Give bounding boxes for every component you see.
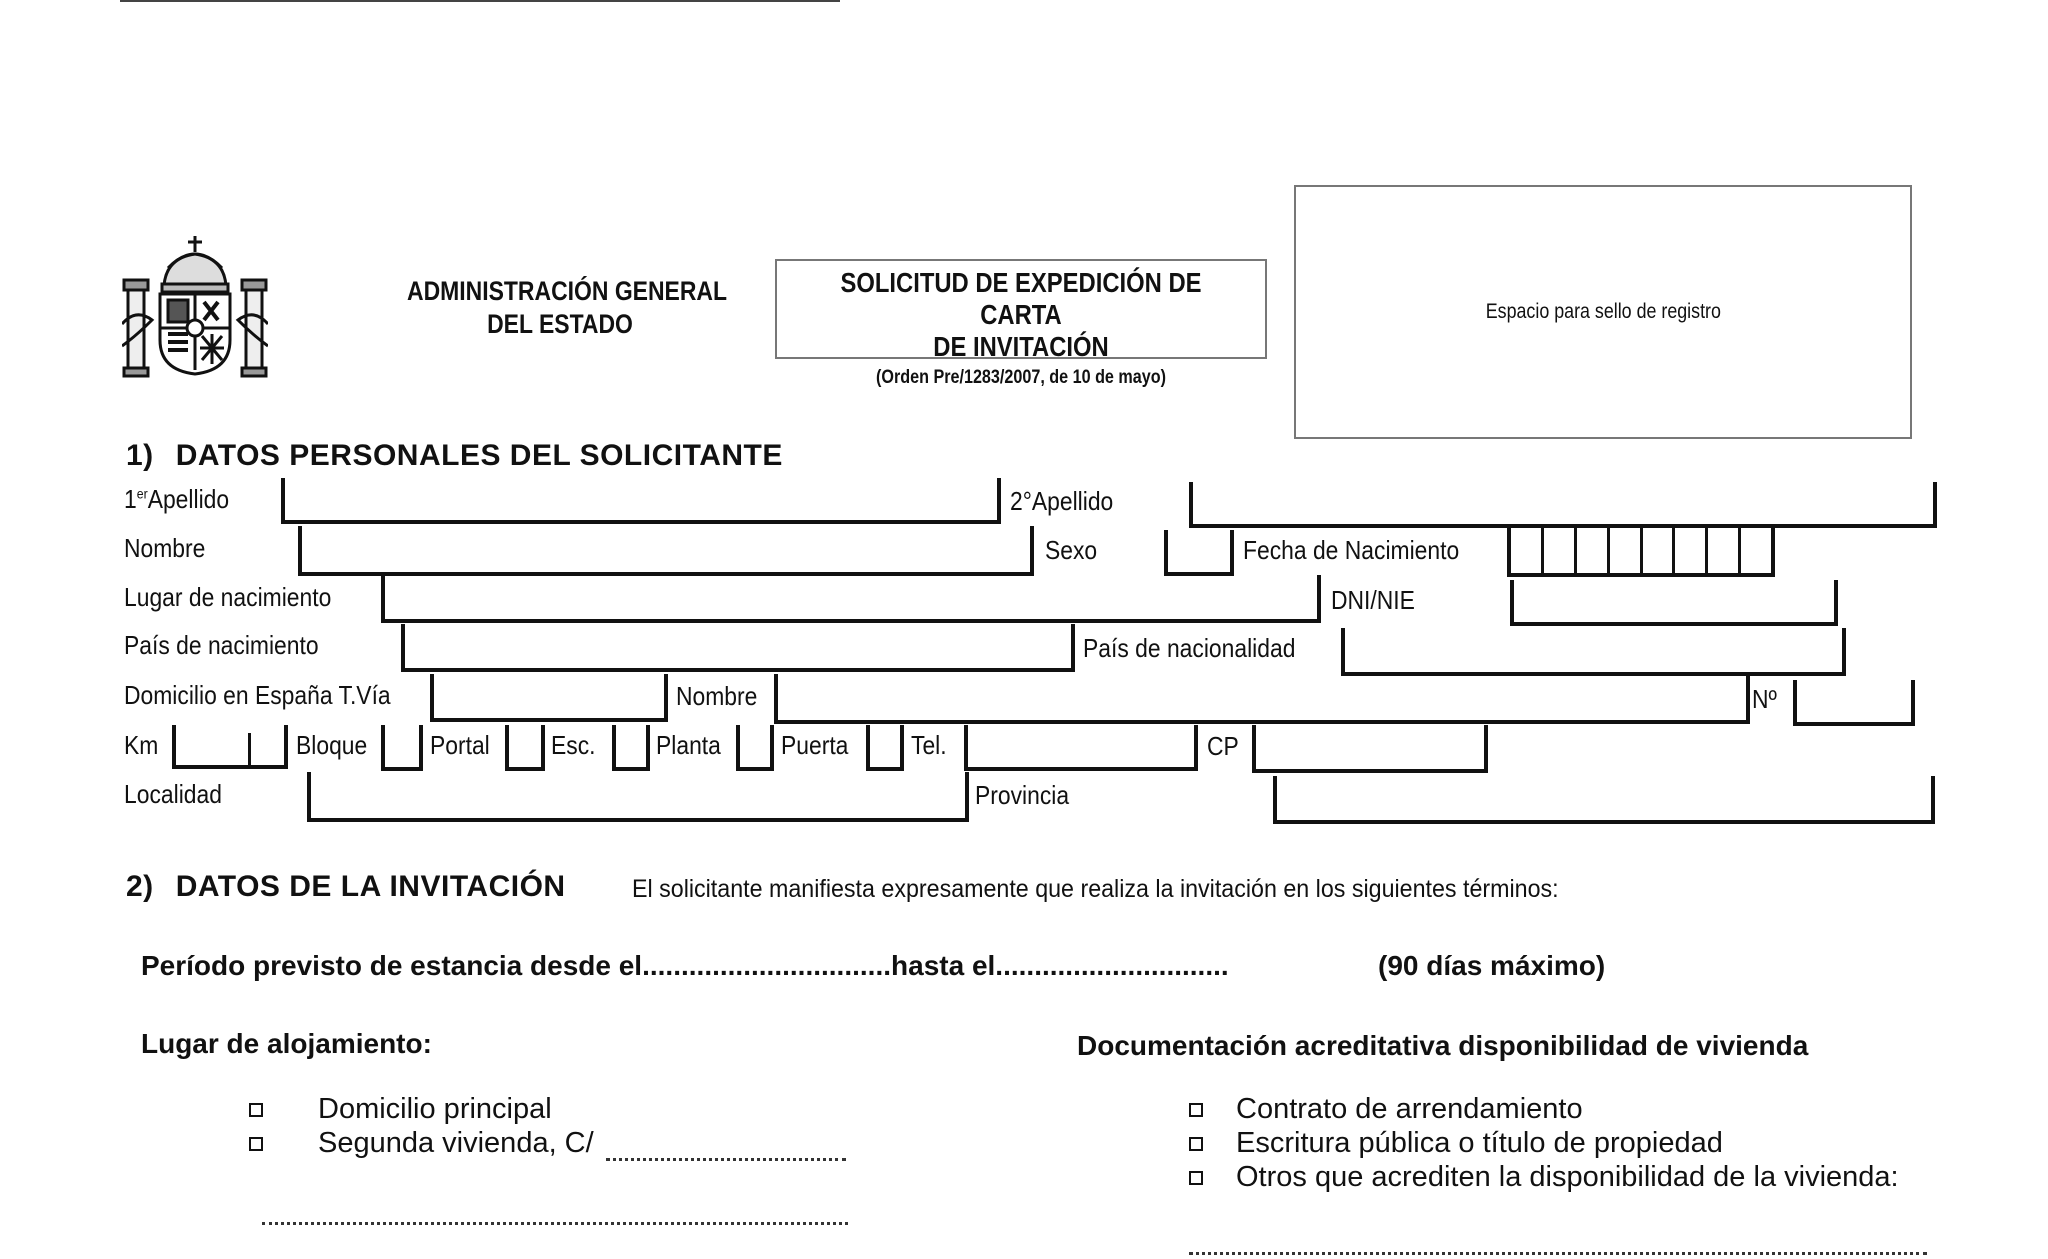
puerta-field[interactable] (866, 725, 904, 771)
second-home-address-field[interactable] (606, 1158, 846, 1161)
km-label: Km (124, 730, 159, 760)
section1-number: 1) (126, 439, 154, 472)
bloque-label: Bloque (296, 730, 368, 760)
lodging-option-label: Segunda vivienda, C/ (318, 1127, 594, 1159)
admin-line1: ADMINISTRACIÓN GENERAL (407, 276, 728, 306)
pais-nacimiento-label: País de nacimiento (124, 630, 319, 660)
top-rule (120, 0, 840, 2)
lodging-option-checkbox[interactable] (249, 1103, 263, 1117)
second-home-address-continuation-field[interactable] (262, 1222, 848, 1225)
form-title-subtitle: (Orden Pre/1283/2007, de 10 de mayo) (876, 367, 1166, 388)
housing-option-checkbox[interactable] (1189, 1103, 1203, 1117)
admin-line2: DEL ESTADO (487, 309, 633, 339)
km-field[interactable] (172, 725, 288, 769)
nombre-label: Nombre (124, 533, 206, 563)
nombre-field[interactable] (298, 526, 1034, 576)
sexo-field[interactable] (1164, 530, 1234, 576)
period-line (141, 950, 1229, 982)
apellido1-field[interactable] (281, 478, 1001, 524)
bloque-field[interactable] (381, 725, 423, 771)
housing-option-label: Escritura pública o título de propiedad (1236, 1127, 1723, 1159)
numero-field[interactable] (1793, 680, 1915, 726)
housing-option-checkbox[interactable] (1189, 1137, 1203, 1151)
section2-title: DATOS DE LA INVITACIÓN (175, 870, 566, 903)
lodging-option-label: Domicilio principal (318, 1093, 552, 1125)
fecha-nacimiento-field[interactable] (1507, 526, 1775, 577)
period-label: Período previsto de estancia desde el (141, 950, 643, 981)
esc-label: Esc. (551, 730, 596, 760)
lodging-option-checkbox[interactable] (249, 1137, 263, 1151)
tel-label: Tel. (911, 730, 947, 760)
pais-nacimiento-field[interactable] (401, 624, 1075, 672)
puerta-label: Puerta (781, 730, 849, 760)
esc-field[interactable] (612, 725, 650, 771)
numero-label: Nº (1752, 684, 1777, 714)
pais-nacionalidad-label: País de nacionalidad (1083, 633, 1296, 663)
localidad-label: Localidad (124, 779, 222, 809)
apellido2-label: 2°Apellido (1010, 486, 1114, 516)
planta-field[interactable] (736, 725, 774, 771)
section2-intro: El solicitante manifiesta expresamente que realiza la invitación en los siguientes términos: (632, 875, 1559, 903)
lugar-nacimiento-field[interactable] (381, 575, 1321, 623)
section1-heading (126, 439, 783, 473)
section1-title: DATOS PERSONALES DEL SOLICITANTE (175, 439, 783, 472)
nombre-via-field[interactable] (774, 674, 1750, 724)
period-until-label: hasta el (891, 950, 996, 981)
dni-nie-field[interactable] (1510, 580, 1838, 626)
fecha-nacimiento-label: Fecha de Nacimiento (1243, 535, 1460, 565)
cp-label: CP (1207, 731, 1239, 761)
section2-number: 2) (126, 870, 154, 903)
housing-title: Documentación acreditativa disponibilidad de vivienda (1077, 1030, 1809, 1061)
provincia-label: Provincia (975, 780, 1070, 810)
planta-label: Planta (656, 730, 721, 760)
form-title-line1: SOLICITUD DE EXPEDICIÓN DE CARTA (840, 267, 1202, 330)
apellido2-field[interactable] (1189, 482, 1937, 528)
sexo-label: Sexo (1045, 535, 1098, 565)
housing-other-field[interactable] (1189, 1252, 1927, 1255)
localidad-field[interactable] (307, 772, 969, 822)
pais-nacionalidad-field[interactable] (1341, 628, 1846, 676)
section2-heading (126, 870, 566, 904)
provincia-field[interactable] (1273, 776, 1935, 824)
period-from-field[interactable]: ................................ (642, 950, 892, 981)
period-until-field[interactable]: .............................. (995, 950, 1229, 981)
tipo-via-field[interactable] (430, 674, 668, 722)
housing-option-label: Contrato de arrendamiento (1236, 1093, 1583, 1125)
form-title-box (775, 259, 1267, 388)
portal-label: Portal (430, 730, 490, 760)
housing-option-checkbox[interactable] (1189, 1171, 1203, 1185)
registry-stamp-box (1294, 185, 1912, 439)
housing-option-label: Otros que acrediten la disponibilidad de la vivienda: (1236, 1161, 1899, 1193)
stamp-label: Espacio para sello de registro (1485, 300, 1721, 323)
spanish-coat-of-arms-icon (122, 228, 268, 380)
apellido1-label: 1erApellido (124, 484, 230, 514)
dni-nie-label: DNI/NIE (1331, 585, 1415, 615)
portal-field[interactable] (505, 725, 545, 771)
domicilio-label: Domicilio en España T.Vía (124, 680, 391, 710)
period-max-note: (90 días máximo) (1378, 950, 1606, 981)
form-title-line2: DE INVITACIÓN (933, 331, 1109, 362)
nombre-via-label: Nombre (676, 681, 758, 711)
issuing-authority (407, 275, 728, 341)
cp-field[interactable] (1252, 725, 1488, 773)
tel-field[interactable] (964, 725, 1198, 771)
lodging-title: Lugar de alojamiento: (141, 1028, 432, 1059)
lugar-nacimiento-label: Lugar de nacimiento (124, 582, 332, 612)
